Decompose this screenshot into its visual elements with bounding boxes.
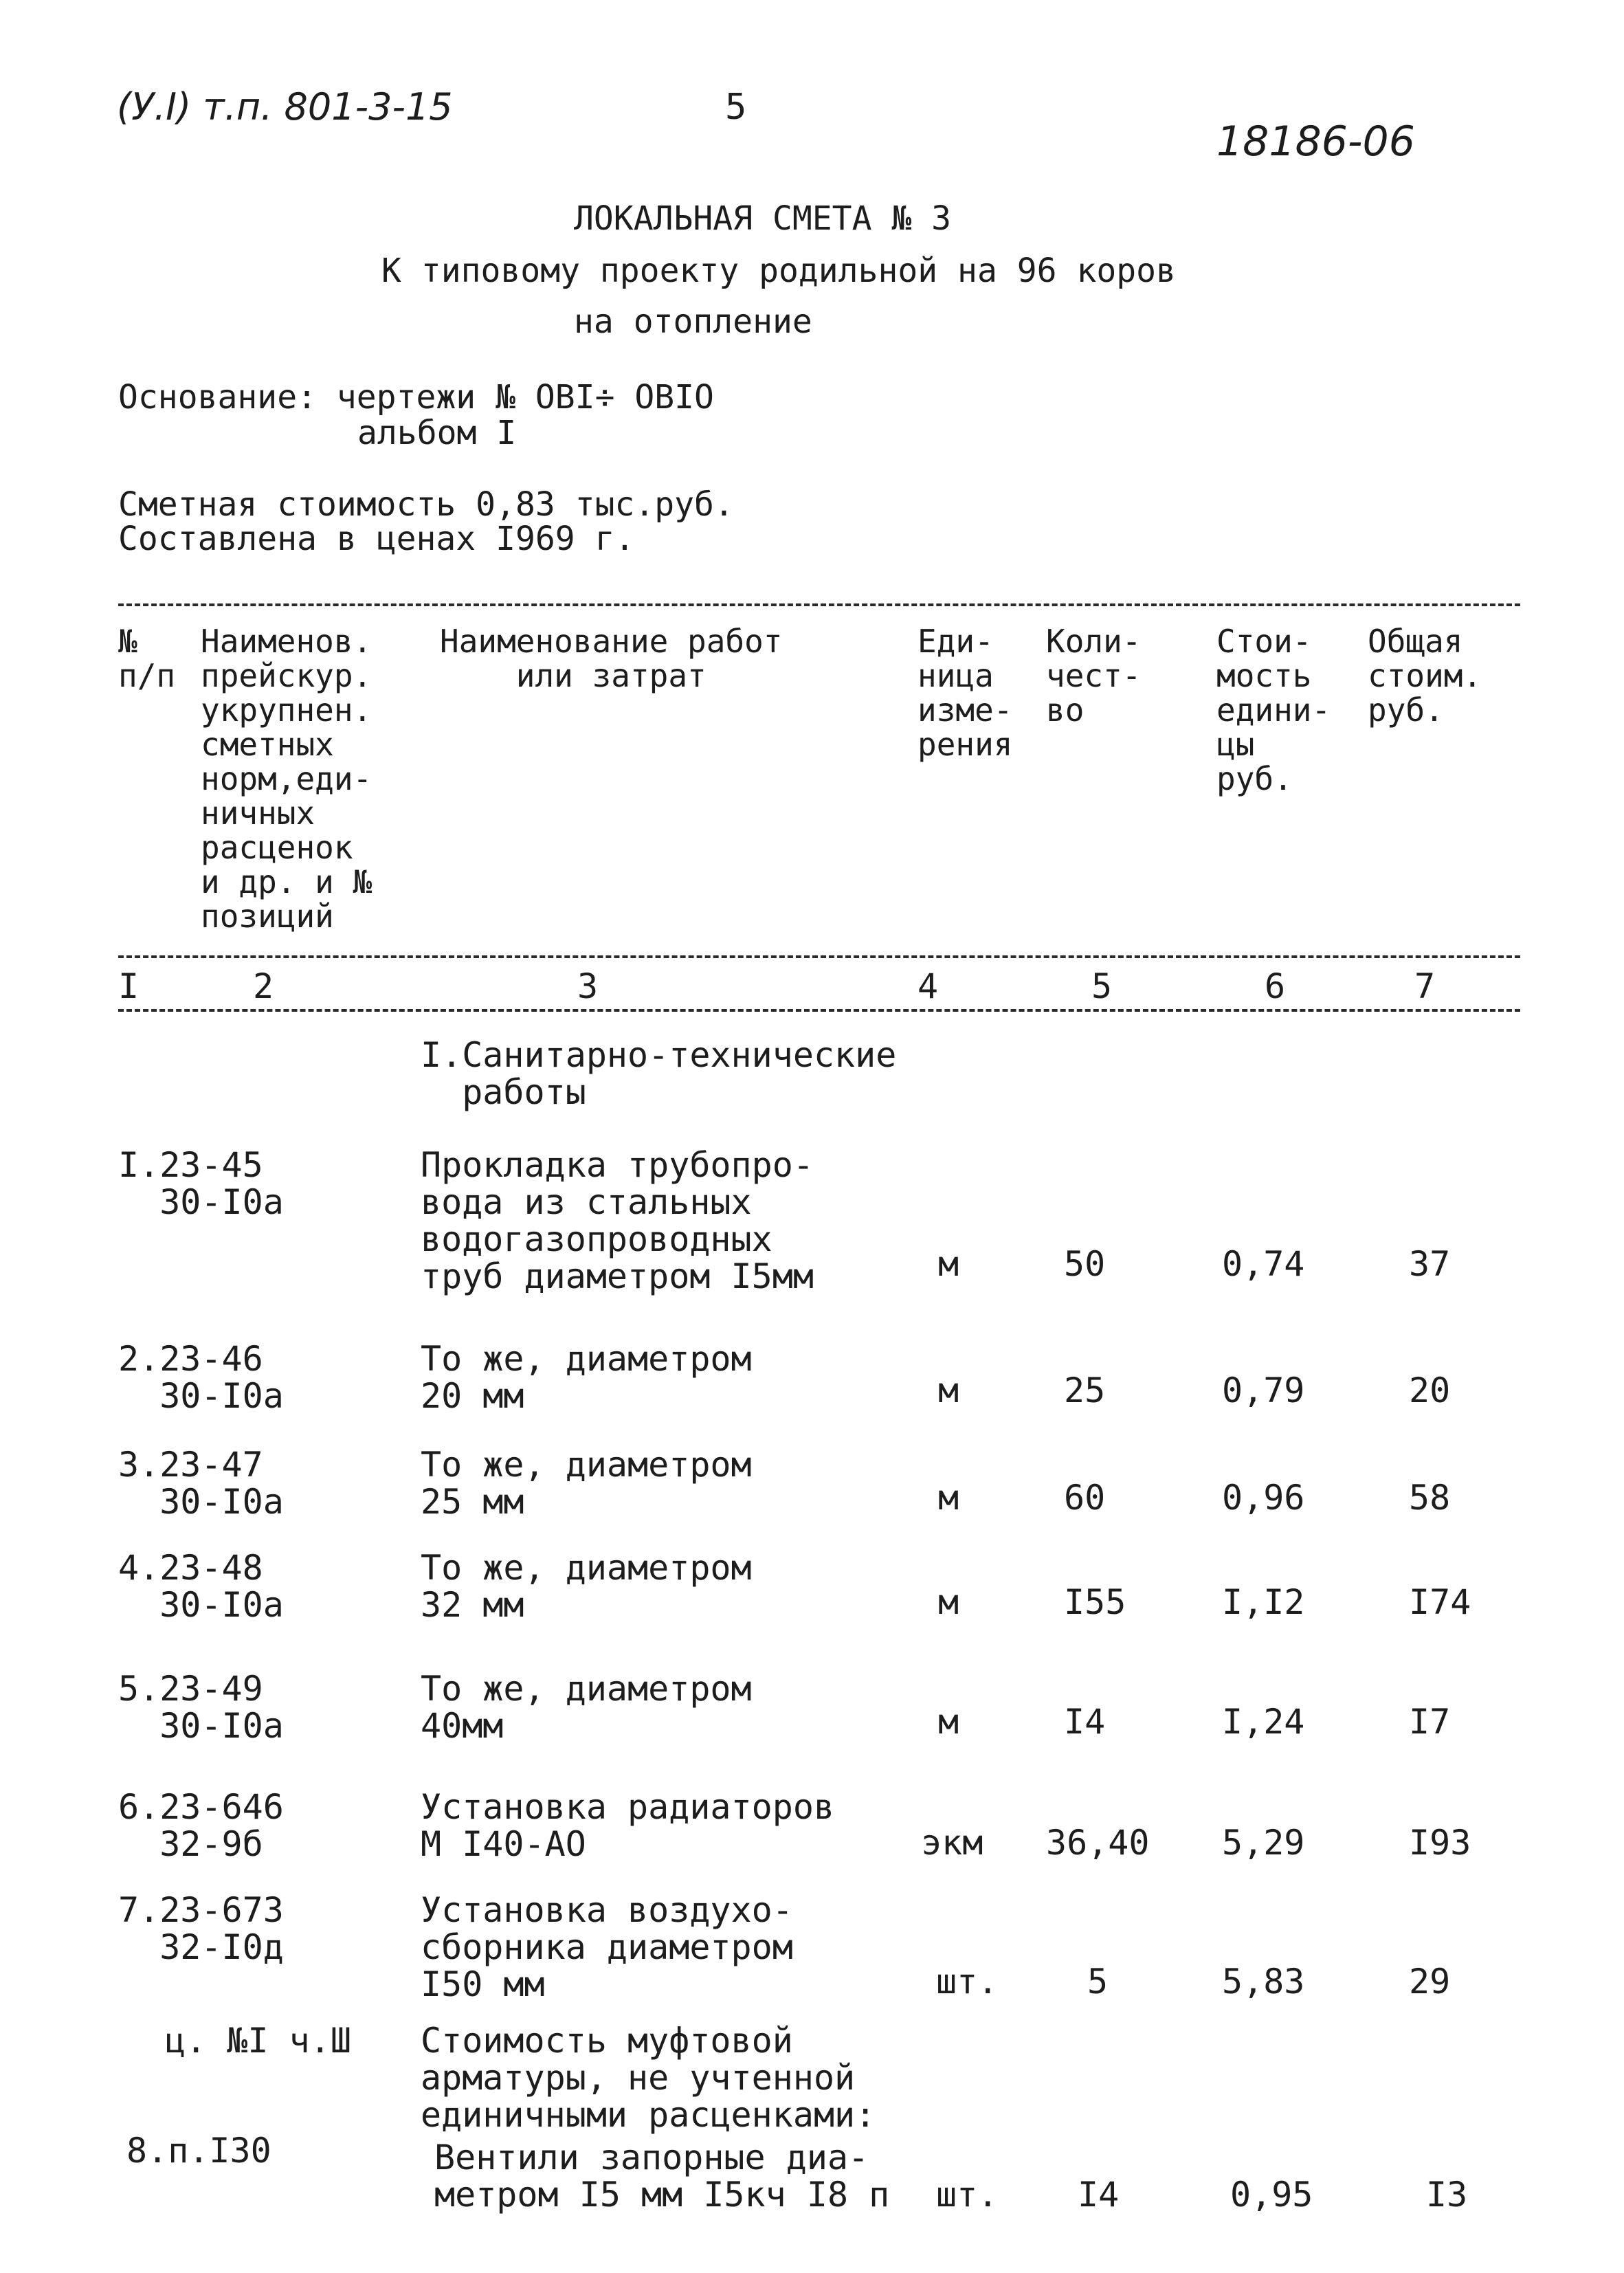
header-col-quantity: Коли- чест- во bbox=[1046, 623, 1142, 729]
row-5-name: То же, диаметром 40мм bbox=[421, 1669, 752, 1746]
header-col-price-reference: Наименов. прейскур. укрупнен. сметных норм,еди- ничных расценок и др. и № позиций bbox=[201, 623, 372, 935]
basis-album: альбом I bbox=[357, 414, 517, 452]
col-number-3: 3 bbox=[577, 966, 599, 1006]
row-6-unit: экм bbox=[921, 1823, 983, 1863]
row-5-code: 5.23-49 30-I0a bbox=[118, 1669, 284, 1746]
row-3-name: То же, диаметром 25 мм bbox=[421, 1445, 752, 1522]
row-7-total: 29 bbox=[1409, 1962, 1451, 2002]
table-top-rule bbox=[118, 603, 1520, 606]
row-7-unit: шт. bbox=[936, 1962, 999, 2002]
row-2-code: 2.23-46 30-I0a bbox=[118, 1339, 284, 1416]
row-4-name: То же, диаметром 32 мм bbox=[421, 1548, 752, 1625]
table-header-rule bbox=[118, 955, 1520, 958]
row-6-name: Установка радиаторов М I40-АО bbox=[421, 1787, 835, 1864]
row-8-unit: шт. bbox=[936, 2175, 999, 2215]
row-3-unit-cost: 0,96 bbox=[1222, 1478, 1305, 1518]
price-basis: Составлена в ценах I969 г. bbox=[118, 520, 635, 558]
header-col-work-name: Наименование работ или затрат bbox=[440, 623, 783, 694]
row-3-quantity: 60 bbox=[1064, 1478, 1106, 1518]
row-1-code: I.23-45 30-I0a bbox=[118, 1145, 284, 1222]
col-number-2: 2 bbox=[253, 966, 274, 1006]
row-3-code: 3.23-47 30-I0a bbox=[118, 1445, 284, 1522]
row-6-quantity: 36,40 bbox=[1046, 1823, 1150, 1863]
note-row-name: Стоимость муфтовой арматуры, не учтенной единичными расценками: bbox=[421, 2021, 876, 2135]
estimated-cost: Сметная стоимость 0,83 тыс.руб. bbox=[118, 485, 734, 524]
row-3-total: 58 bbox=[1409, 1478, 1451, 1518]
row-6-unit-cost: 5,29 bbox=[1222, 1823, 1305, 1863]
row-1-quantity: 50 bbox=[1064, 1244, 1106, 1284]
row-7-code: 7.23-673 32-I0д bbox=[118, 1890, 284, 1967]
row-2-name: То же, диаметром 20 мм bbox=[421, 1339, 752, 1416]
estimate-purpose: на отопление bbox=[574, 302, 812, 341]
row-2-quantity: 25 bbox=[1064, 1371, 1106, 1410]
col-number-6: 6 bbox=[1265, 966, 1286, 1006]
row-7-name: Установка воздухо- сборника диаметром I50 мм bbox=[421, 1890, 793, 2004]
header-col-number: № п/п bbox=[118, 623, 176, 694]
row-4-unit: м bbox=[938, 1582, 959, 1622]
estimate-title: ЛОКАЛЬНАЯ СМЕТА № 3 bbox=[574, 199, 952, 238]
row-4-code: 4.23-48 30-I0a bbox=[118, 1548, 284, 1625]
row-8-code: 8.п.I30 bbox=[126, 2131, 271, 2171]
page-number: 5 bbox=[725, 87, 747, 128]
header-col-unit: Еди- ница изме- рения bbox=[917, 623, 1013, 763]
row-4-unit-cost: I,I2 bbox=[1222, 1582, 1305, 1622]
row-5-unit-cost: I,24 bbox=[1222, 1702, 1305, 1742]
row-2-unit: м bbox=[938, 1371, 959, 1410]
row-4-quantity: I55 bbox=[1064, 1582, 1126, 1622]
row-6-code: 6.23-646 32-9б bbox=[118, 1787, 284, 1864]
row-3-unit: м bbox=[938, 1478, 959, 1518]
row-6-total: I93 bbox=[1409, 1823, 1471, 1863]
row-1-total: 37 bbox=[1409, 1244, 1451, 1284]
row-8-unit-cost: 0,95 bbox=[1230, 2175, 1313, 2215]
row-5-unit: м bbox=[938, 1702, 959, 1742]
document-code: (У.I) т.п. 801-3-15 bbox=[117, 85, 453, 129]
row-1-unit: м bbox=[938, 1244, 959, 1284]
basis-line: Основание: чертежи № ОВI÷ ОВIО bbox=[118, 378, 714, 417]
col-number-1: I bbox=[118, 966, 140, 1006]
col-number-4: 4 bbox=[917, 966, 939, 1006]
row-5-total: I7 bbox=[1409, 1702, 1451, 1742]
section-title: I.Санитарно-технические работы bbox=[421, 1035, 897, 1112]
column-number-rule bbox=[118, 1009, 1520, 1012]
header-col-total-cost: Общая стоим. руб. bbox=[1368, 623, 1482, 729]
row-8-total: I3 bbox=[1426, 2175, 1468, 2215]
row-1-unit-cost: 0,74 bbox=[1222, 1244, 1305, 1284]
header-col-unit-cost: Стои- мость едини- цы руб. bbox=[1216, 623, 1331, 797]
row-8-name: Вентили запорные диа- метром I5 мм I5кч I8 п bbox=[434, 2138, 890, 2215]
col-number-7: 7 bbox=[1414, 966, 1436, 1006]
row-5-quantity: I4 bbox=[1064, 1702, 1106, 1742]
note-row-code: ц. №I ч.Ш bbox=[165, 2021, 351, 2061]
estimate-subtitle: К типовому проекту родильной на 96 коров bbox=[381, 252, 1176, 290]
row-1-name: Прокладка трубопро- вода из стальных водогазопроводных труб диаметром I5мм bbox=[421, 1145, 814, 1296]
row-2-total: 20 bbox=[1409, 1371, 1451, 1410]
row-7-quantity: 5 bbox=[1087, 1962, 1109, 2002]
row-7-unit-cost: 5,83 bbox=[1222, 1962, 1305, 2002]
document-number: 18186-06 bbox=[1216, 118, 1415, 166]
row-4-total: I74 bbox=[1409, 1582, 1471, 1622]
row-2-unit-cost: 0,79 bbox=[1222, 1371, 1305, 1410]
row-8-quantity: I4 bbox=[1078, 2175, 1120, 2215]
col-number-5: 5 bbox=[1091, 966, 1113, 1006]
